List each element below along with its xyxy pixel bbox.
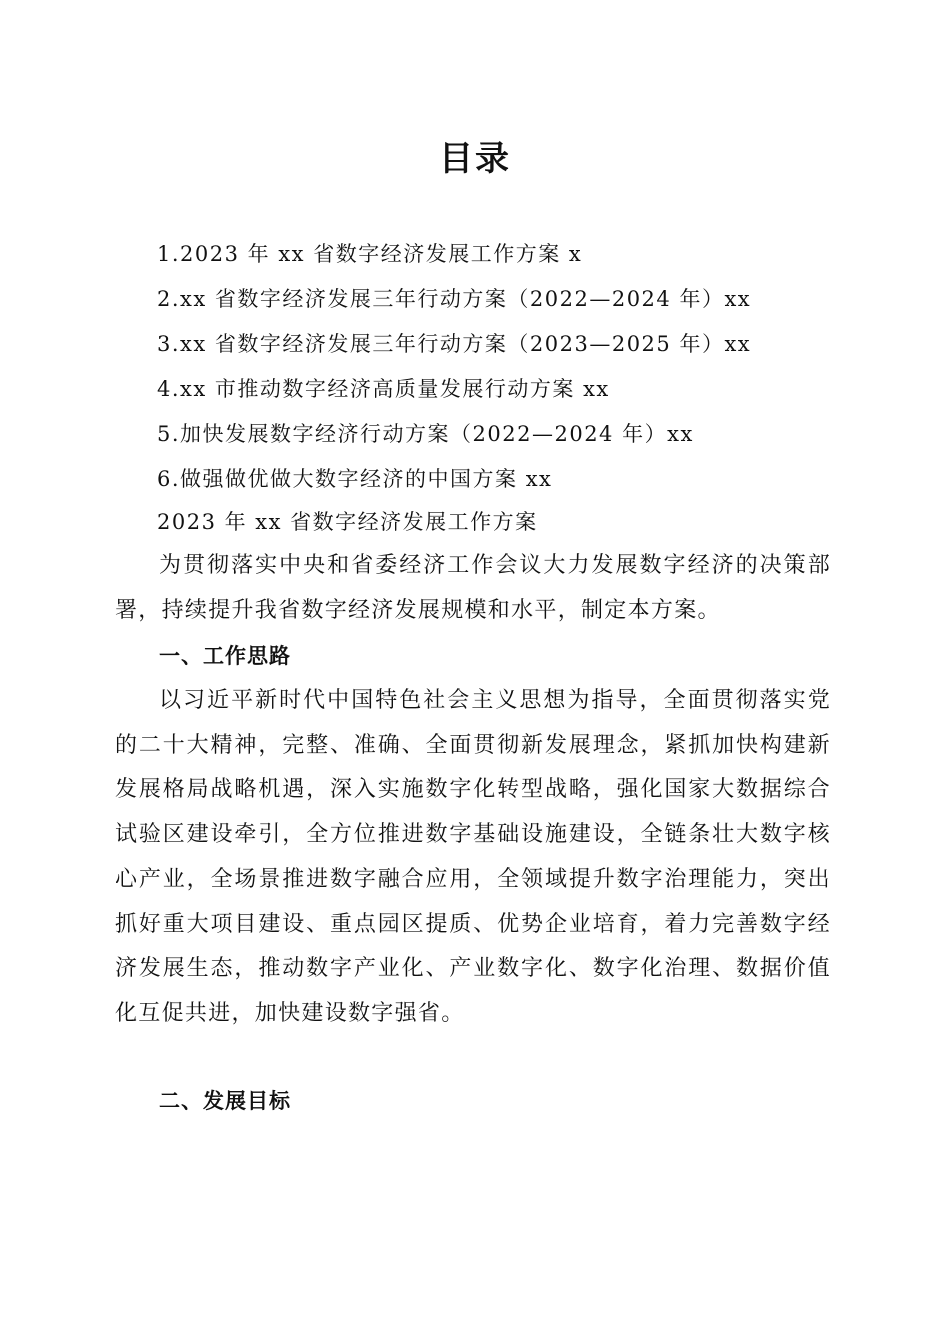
toc-item: 6.做强做优做大数字经济的中国方案 xx [157,467,553,491]
toc-item: 1.2023 年 xx 省数字经济发展工作方案 x [157,242,583,266]
toc-item: 3.xx 省数字经济发展三年行动方案（2023—2025 年）xx [157,332,752,356]
table-of-contents [157,232,857,502]
intro-paragraph: 为贯彻落实中央和省委经济工作会议大力发展数字经济的决策部署，持续提升我省数字经济发展规模和水平，制定本方案。 [115,553,831,623]
toc-item: 5.加快发展数字经济行动方案（2022—2024 年）xx [157,422,694,446]
section-1-body: 以习近平新时代中国特色社会主义思想为指导，全面贯彻落实党的二十大精神，完整、准确、全面贯彻新发展理念，紧抓加快构建新发展格局战略机遇，深入实施数字化转型战略，强化国家大数据综合试验区建设牵引，全方位推进数字基础设施建设，全链条壮大数字核心产业，全场景推进数字融合应用，全领域提升数字治理能力，突出抓好重大项目建设、重点园区提质、优势企业培育，着力完善数字经济发展生态，推动数字产业化、产业数字化、数字化治理、数据价值化互促共进，加快建设数字强省。 [115,688,831,1026]
page-title: 目录 [439,139,511,179]
section-heading-2: 二、发展目标 [159,1089,291,1113]
toc-item: 2.xx 省数字经济发展三年行动方案（2022—2024 年）xx [157,287,752,311]
document-title: 2023 年 xx 省数字经济发展工作方案 [157,510,538,534]
section-heading-1: 一、工作思路 [159,644,291,668]
toc-item: 4.xx 市推动数字经济高质量发展行动方案 xx [157,377,610,401]
